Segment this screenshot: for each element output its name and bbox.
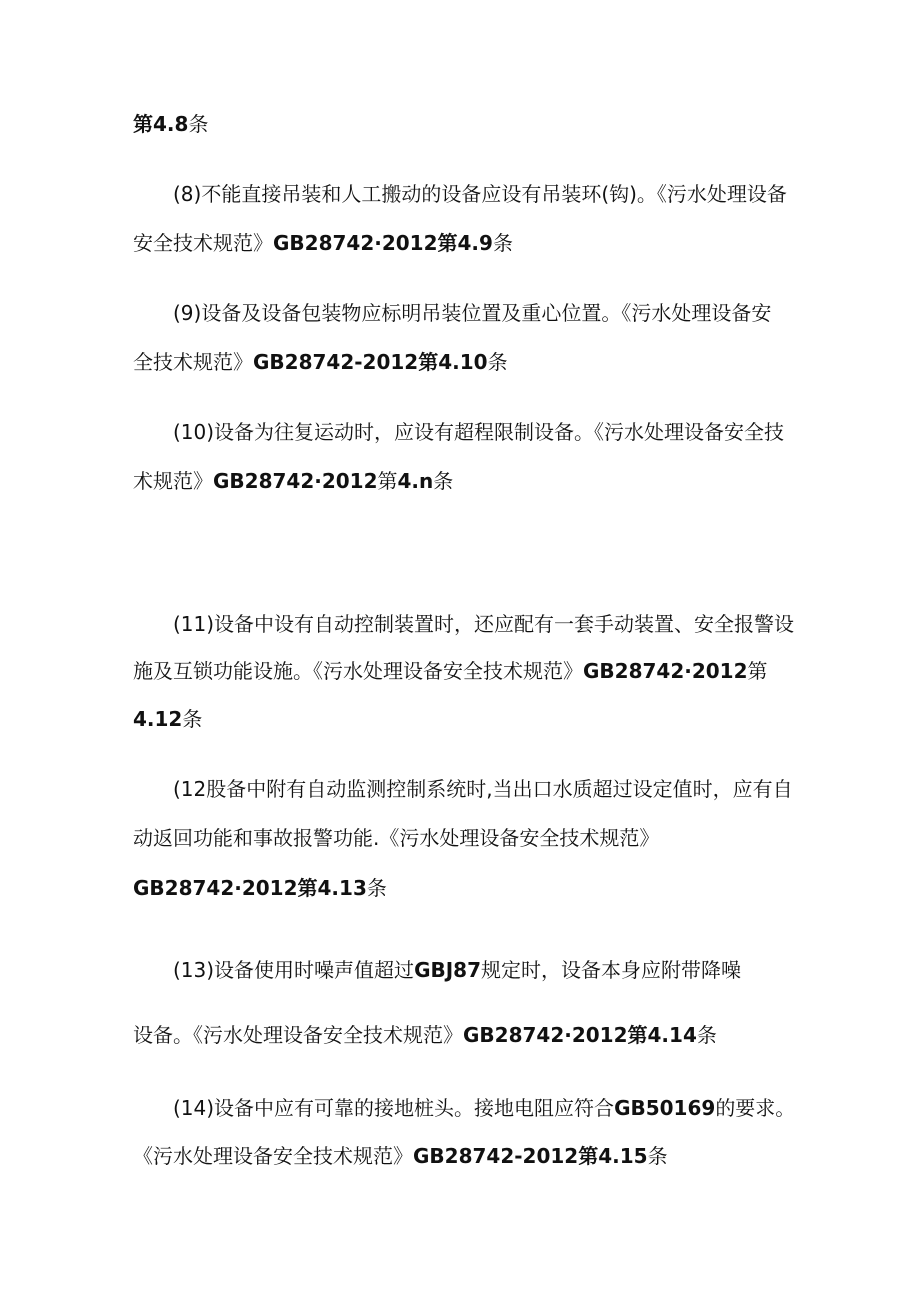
text-line: (8)不能直接吊装和人工搬动的设备应设有吊装环(钩)。《污水处理设备 — [173, 182, 787, 206]
text-line: 施及互锁功能设施。《污水处理设备安全技术规范》GB28742·2012第 — [133, 659, 768, 683]
text-line: 《污水处理设备安全技术规范》GB28742-2012第4.15条 — [133, 1144, 668, 1168]
text-line: (14)设备中应有可靠的接地桩头。接地电阻应符合GB50169的要求。 — [173, 1096, 796, 1120]
text-line: (13)设备使用时噪声值超过GBJ87规定时，设备本身应附带降噪 — [173, 958, 741, 982]
text-line: 设备。《污水处理设备安全技术规范》GB28742·2012第4.14条 — [133, 1023, 717, 1047]
text-line: 第4.8条 — [133, 112, 209, 136]
text-line: 全技术规范》GB28742-2012第4.10条 — [133, 350, 508, 374]
text-line: (9)设备及设备包装物应标明吊装位置及重心位置。《污水处理设备安 — [173, 301, 772, 325]
text-line: 术规范》GB28742·2012第4.n条 — [133, 469, 454, 493]
text-line: (10)设备为往复运动时，应设有超程限制设备。《污水处理设备安全技 — [173, 420, 785, 444]
text-line: 4.12条 — [133, 707, 203, 731]
text-line: 安全技术规范》GB28742·2012第4.9条 — [133, 231, 513, 255]
text-line: 动返回功能和事故报警功能.《污水处理设备安全技术规范》 — [133, 826, 660, 850]
text-line: (12股备中附有自动监测控制系统时,当出口水质超过设定值时，应有自 — [173, 777, 793, 801]
text-line: (11)设备中设有自动控制装置时，还应配有一套手动装置、安全报警设 — [173, 612, 795, 636]
text-line: GB28742·2012第4.13条 — [133, 876, 387, 900]
